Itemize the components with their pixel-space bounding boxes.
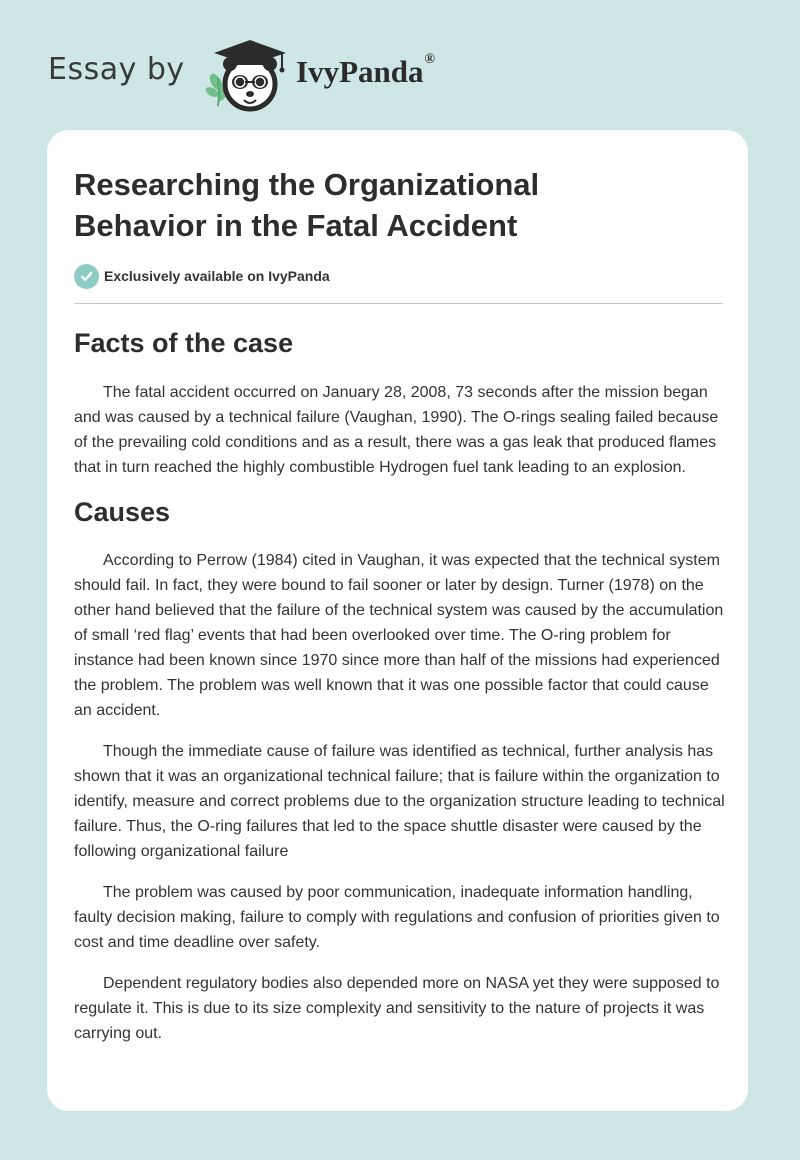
section-heading-causes: Causes <box>74 497 171 527</box>
exclusive-badge-label: Exclusively available on IvyPanda <box>104 268 330 284</box>
brand-name[interactable]: IvyPanda® <box>296 52 435 89</box>
paragraph: According to Perrow (1984) cited in Vaughan, it was expected that the technical system should fail. In fact, they were bound to fail sooner or later by design. Turner (1978) on the other hand believed that the failure of the technical system was caused by the accumulation of small ‘red flag’ events that had been overlooked over time. The O-ring problem for instance had been known since 1970 since more than half of the missions had experienced the problem. The problem was well known that it was one possible factor that could cause an accident. <box>74 552 724 719</box>
paragraph: The problem was caused by poor communication, inadequate information handling, faulty decision making, failure to comply with regulations and confusion of priorities given to cost and time deadline over safety. <box>74 884 720 951</box>
registered-mark: ® <box>424 52 435 67</box>
site-header <box>48 30 508 110</box>
paragraph: Though the immediate cause of failure was identified as technical, further analysis has shown that it was an organizational technical failure; that is failure within the organization to identify, measure and correct problems due to the organization structure leading to technical failure. Thus, the O-ring failures that led to the space shuttle disaster were caused by the following organizational failure <box>74 743 725 860</box>
article-title: Researching the Organizational Behavior in the Fatal Accident <box>74 167 540 243</box>
article-card <box>47 130 748 1111</box>
paragraph: The fatal accident occurred on January 28, 2008, 73 seconds after the mission began and was caused by a technical failure (Vaughan, 1990). The O-rings sealing failed because of the prevailing cold conditions and as a result, there was a gas leak that produced flames that in turn reached the highly combustible Hydrogen fuel tank leading to an explosion. <box>74 384 719 476</box>
panda-graduate-logo-icon[interactable] <box>202 34 294 114</box>
article-body <box>74 323 726 1046</box>
checkmark-icon <box>74 264 99 289</box>
paragraph: Dependent regulatory bodies also depended more on NASA yet they were supposed to regulate it. This is due to its size complexity and sensitivity to the nature of projects it was carrying out. <box>74 975 720 1042</box>
essay-by-label: Essay by <box>48 52 185 87</box>
divider <box>74 303 723 304</box>
section-heading-facts: Facts of the case <box>74 328 294 358</box>
exclusive-badge <box>74 263 330 289</box>
